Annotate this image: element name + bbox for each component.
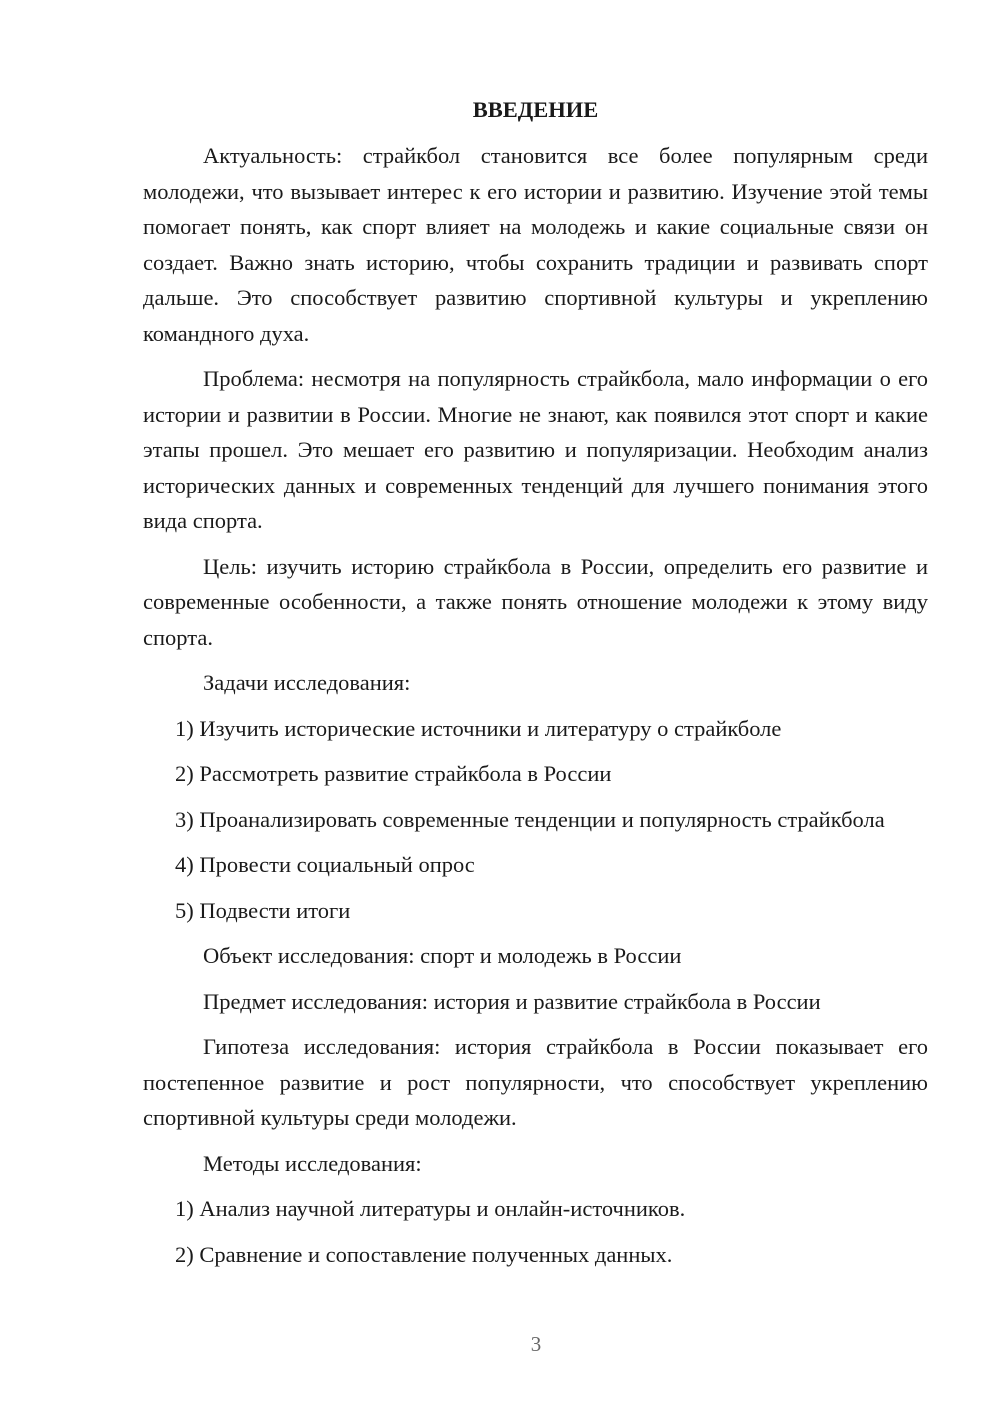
method-item: 1) Анализ научной литературы и онлайн-источников. bbox=[175, 1196, 686, 1221]
task-item: 5) Подвести итоги bbox=[175, 897, 351, 923]
section-title: ВВЕДЕНИЕ bbox=[472, 97, 599, 122]
page-number: 3 bbox=[530, 1332, 542, 1356]
tasks-heading: Задачи исследования: bbox=[203, 670, 411, 695]
paragraph-relevance: Актуальность: страйкбол становится все более популярным среди молодежи, что вызывает интерес к его истории и развитию. Изучение этой темы помогает понять, как спорт влияет на молодежь и какие социальные связи он создает. Важно знать историю, чтобы сохранить традиции и развивать спорт дальше. Это способствует развитию спортивной культуры и укреплению командного духа. bbox=[143, 143, 928, 346]
task-item: 3) Проанализировать современные тенденции и популярность страйкбола bbox=[175, 806, 885, 832]
task-item: 2) Рассмотреть развитие страйкбола в России bbox=[175, 761, 612, 786]
paragraph-problem: Проблема: несмотря на популярность страйкбола, мало информации о его истории и развитии в России. Многие не знают, как появился этот спорт и какие этапы прошел. Это мешает его развитию и популяризации. Необходим анализ исторических данных и современных тенденций для лучшего понимания этого вида спорта. bbox=[143, 366, 928, 533]
paragraph-object: Объект исследования: спорт и молодежь в России bbox=[203, 943, 682, 968]
task-item: 1) Изучить исторические источники и литературу о страйкболе bbox=[175, 715, 782, 741]
paragraph-hypothesis: Гипотеза исследования: история страйкбола в России показывает его постепенное развитие и рост популярности, что способствует укреплению спортивной культуры среди молодежи. bbox=[143, 1034, 928, 1130]
methods-heading: Методы исследования: bbox=[203, 1150, 422, 1176]
paragraph-subject: Предмет исследования: история и развитие страйкбола в России bbox=[203, 988, 821, 1014]
method-item: 2) Сравнение и сопоставление полученных данных. bbox=[175, 1241, 673, 1267]
paragraph-goal: Цель: изучить историю страйкбола в России, определить его развитие и современные особенности, а также понять отношение молодежи к этому виду спорта. bbox=[143, 553, 928, 650]
document-page bbox=[143, 92, 928, 1282]
task-item: 4) Провести социальный опрос bbox=[175, 852, 475, 877]
